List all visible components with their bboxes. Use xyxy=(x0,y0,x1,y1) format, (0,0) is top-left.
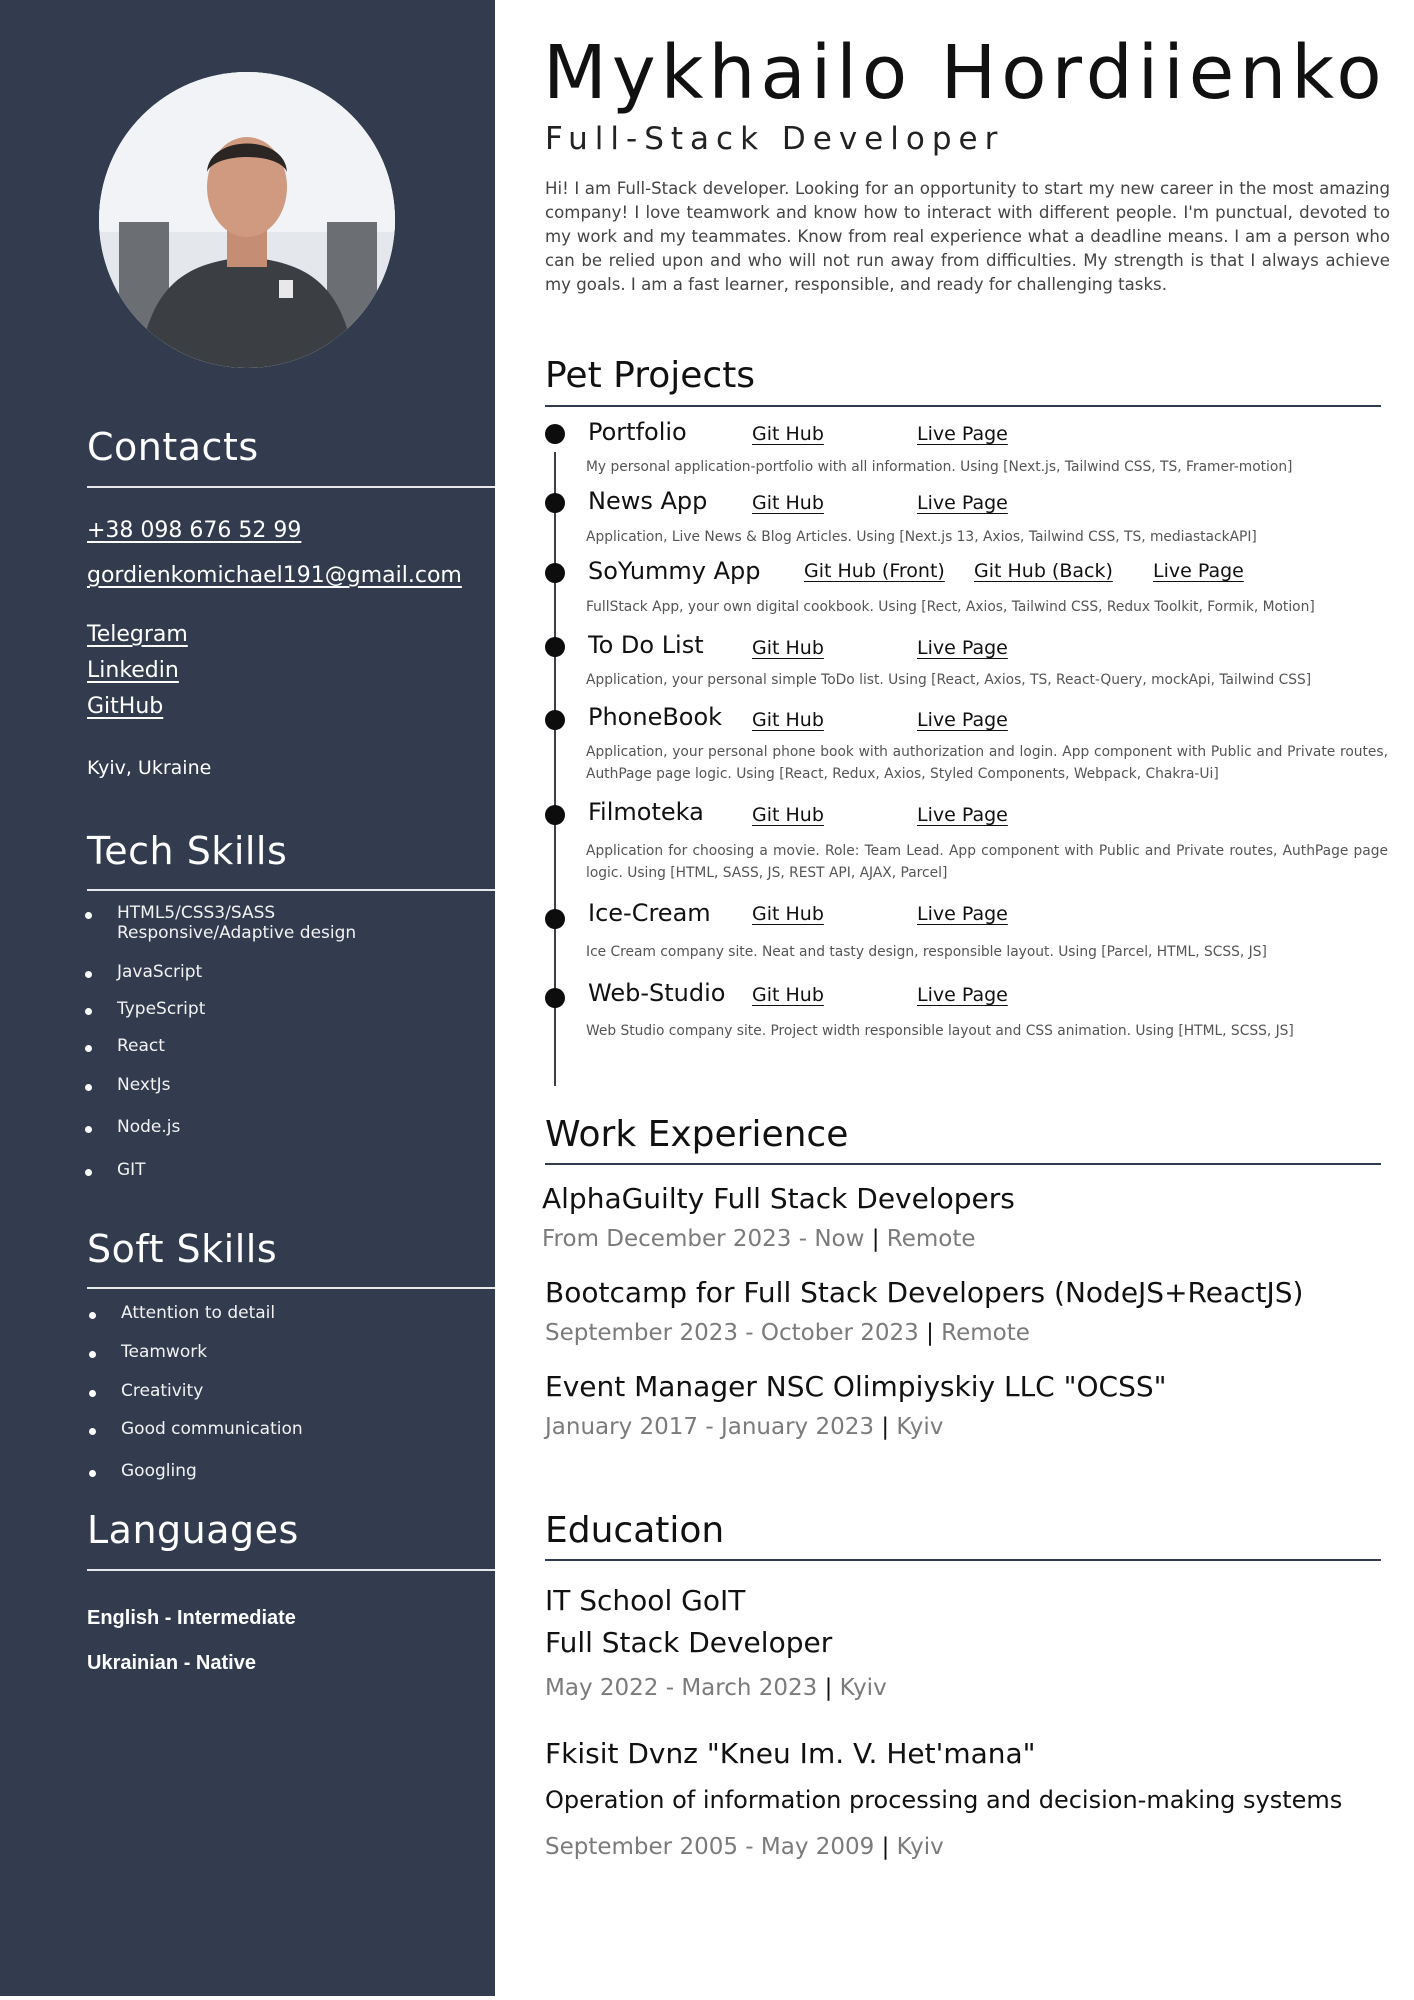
project-description: Application, Live News & Blog Articles. Using [Next.js 13, Axios, Tailwind CSS, TS, mediastackAPI] xyxy=(586,529,1257,545)
candidate-name: Mykhailo Hordiienko xyxy=(543,30,1387,116)
timeline-dot xyxy=(545,637,565,657)
live-page-link[interactable]: Live Page xyxy=(917,709,1008,731)
languages-divider xyxy=(87,1569,495,1571)
skill-item xyxy=(117,903,356,943)
job-period: From December 2023 - Now xyxy=(542,1226,865,1252)
github-link[interactable]: Git Hub xyxy=(752,903,824,925)
program-name: Operation of information processing and decision-making systems xyxy=(545,1786,1343,1814)
separator: | xyxy=(824,1675,833,1701)
job-title: Bootcamp for Full Stack Developers (NodeJS+ReactJS) xyxy=(545,1276,1304,1309)
sidebar xyxy=(0,0,495,1996)
timeline-dot xyxy=(545,909,565,929)
soft-skills-heading: Soft Skills xyxy=(87,1227,278,1271)
project-description: Ice Cream company site. Neat and tasty design, responsible layout. Using [Parcel, HTML, SCSS, JS] xyxy=(586,944,1267,960)
github-front-link[interactable]: Git Hub (Front) xyxy=(804,560,945,582)
phone-link[interactable]: +38 098 676 52 99 xyxy=(87,518,302,543)
language-item: Ukrainian - Native xyxy=(87,1652,256,1674)
pet-projects-heading: Pet Projects xyxy=(545,355,756,396)
github-back-link[interactable]: Git Hub (Back) xyxy=(974,560,1113,582)
job-role: Full-Stack Developer xyxy=(545,121,1005,157)
timeline-dot xyxy=(545,493,565,513)
timeline-dot xyxy=(545,563,565,583)
soft-skill-item: Good communication xyxy=(121,1419,303,1439)
tech-skills-divider xyxy=(87,889,495,891)
education-period: May 2022 - March 2023 xyxy=(545,1675,818,1701)
timeline-dot xyxy=(545,805,565,825)
live-page-link[interactable]: Live Page xyxy=(917,984,1008,1006)
education-divider xyxy=(545,1559,1381,1561)
separator: | xyxy=(881,1414,890,1440)
separator: | xyxy=(871,1226,880,1252)
job-location: Remote xyxy=(886,1226,976,1252)
linkedin-link[interactable]: Linkedin xyxy=(87,658,179,683)
education-period: September 2005 - May 2009 xyxy=(545,1834,875,1860)
contacts-heading: Contacts xyxy=(87,425,259,469)
project-title: SoYummy App xyxy=(588,557,761,585)
job-location: Remote xyxy=(941,1320,1030,1346)
languages-heading: Languages xyxy=(87,1508,299,1552)
project-title: Web-Studio xyxy=(588,979,726,1007)
school-name: IT School GoIT xyxy=(545,1584,746,1617)
project-description: Application for choosing a movie. Role: Team Lead. App component with Public and Private routes, AuthPage page logic. Using [HTML, SASS, JS, REST API, AJAX, Parcel] xyxy=(586,843,1388,881)
live-page-link[interactable]: Live Page xyxy=(917,804,1008,826)
project-description: Application, your personal simple ToDo list. Using [React, Axios, TS, React-Query, mockApi, Tailwind CSS] xyxy=(586,672,1312,688)
github-link[interactable]: GitHub xyxy=(87,694,164,719)
project-title: To Do List xyxy=(588,631,704,659)
github-link[interactable]: Git Hub xyxy=(752,804,824,826)
project-description: FullStack App, your own digital cookbook. Using [Rect, Axios, Tailwind CSS, Redux Toolkit, Formik, Motion] xyxy=(586,599,1315,615)
job-period: September 2023 - October 2023 xyxy=(545,1320,919,1346)
live-page-link[interactable]: Live Page xyxy=(917,492,1008,514)
job-title: AlphaGuilty Full Stack Developers xyxy=(542,1182,1015,1215)
avatar xyxy=(99,72,395,368)
github-link[interactable]: Git Hub xyxy=(752,492,824,514)
email-link[interactable]: gordienkomichael191@gmail.com xyxy=(87,563,462,588)
education-heading: Education xyxy=(545,1510,725,1551)
education-dates xyxy=(545,1675,887,1701)
soft-skill-item: Teamwork xyxy=(121,1342,208,1362)
telegram-link[interactable]: Telegram xyxy=(87,622,188,647)
location: Kyiv, Ukraine xyxy=(87,757,212,779)
project-title: Filmoteka xyxy=(588,798,704,826)
skill-item: Node.js xyxy=(117,1117,181,1137)
skill-item: TypeScript xyxy=(117,999,206,1019)
timeline-dot xyxy=(545,424,565,444)
work-experience-heading: Work Experience xyxy=(545,1114,849,1155)
timeline-dot xyxy=(545,710,565,730)
school-name: Fkisit Dvnz "Kneu Im. V. Het'mana" xyxy=(545,1737,1036,1770)
github-link[interactable]: Git Hub xyxy=(752,637,824,659)
tech-skills-heading: Tech Skills xyxy=(87,829,288,873)
project-description: Application, your personal phone book with authorization and login. App component with Public and Private routes, AuthPage page logic. Using [React, Redux, Axios, Styled Components, Webpack, Chakra-Ui] xyxy=(586,744,1388,782)
soft-skill-item: Creativity xyxy=(121,1381,204,1401)
contacts-divider xyxy=(87,486,495,488)
education-dates xyxy=(545,1834,944,1860)
live-page-link[interactable]: Live Page xyxy=(917,637,1008,659)
skill-item: JavaScript xyxy=(117,962,203,982)
skill-label: Responsive/Adaptive design xyxy=(117,923,357,943)
separator: | xyxy=(881,1834,890,1860)
live-page-link[interactable]: Live Page xyxy=(917,903,1008,925)
program-name: Full Stack Developer xyxy=(545,1626,833,1659)
project-title: News App xyxy=(588,487,708,515)
skill-item: GIT xyxy=(117,1160,146,1180)
project-description: Web Studio company site. Project width responsible layout and CSS animation. Using [HTML, SCSS, JS] xyxy=(586,1023,1294,1039)
pet-projects-divider xyxy=(545,405,1381,407)
job-dates xyxy=(545,1320,1030,1346)
job-dates xyxy=(545,1414,943,1440)
live-page-link[interactable]: Live Page xyxy=(1153,560,1244,582)
skill-label: HTML5/CSS3/SASS xyxy=(117,903,276,923)
soft-skills-divider xyxy=(87,1287,495,1289)
project-title: Ice-Cream xyxy=(588,899,711,927)
timeline-dot xyxy=(545,988,565,1008)
profile-photo xyxy=(99,72,395,368)
github-link[interactable]: Git Hub xyxy=(752,423,824,445)
education-location: Kyiv xyxy=(839,1675,887,1701)
separator: | xyxy=(926,1320,934,1346)
job-title: Event Manager NSC Olimpiyskiy LLC "OCSS" xyxy=(545,1370,1167,1403)
project-title: PhoneBook xyxy=(588,703,723,731)
soft-skill-item: Googling xyxy=(121,1461,197,1481)
github-link[interactable]: Git Hub xyxy=(752,709,824,731)
summary-text: Hi! I am Full-Stack developer. Looking for an opportunity to start my new career in the most amazing company! I love teamwork and know how to interact with different people. I'm punctual, devoted to my work and my teammates. Know from real experience what a deadline means. I am a person who can be relied upon and who will not run away from difficulties. My strength is that I always achieve my goals. I am a fast learner, responsible, and ready for challenging tasks. xyxy=(545,179,1390,294)
skill-item: React xyxy=(117,1036,165,1056)
job-period: January 2017 - January 2023 xyxy=(545,1414,874,1440)
github-link[interactable]: Git Hub xyxy=(752,984,824,1006)
live-page-link[interactable]: Live Page xyxy=(917,423,1008,445)
job-location: Kyiv xyxy=(896,1414,944,1440)
job-dates xyxy=(542,1226,976,1252)
soft-skill-item: Attention to detail xyxy=(121,1303,276,1323)
project-description: My personal application-portfolio with all information. Using [Next.js, Tailwind CSS, TS, Framer-motion] xyxy=(586,459,1293,475)
work-experience-divider xyxy=(545,1163,1381,1165)
education-location: Kyiv xyxy=(896,1834,944,1860)
language-item: English - Intermediate xyxy=(87,1607,296,1629)
project-title: Portfolio xyxy=(588,418,687,446)
skill-item: NextJs xyxy=(117,1075,171,1095)
